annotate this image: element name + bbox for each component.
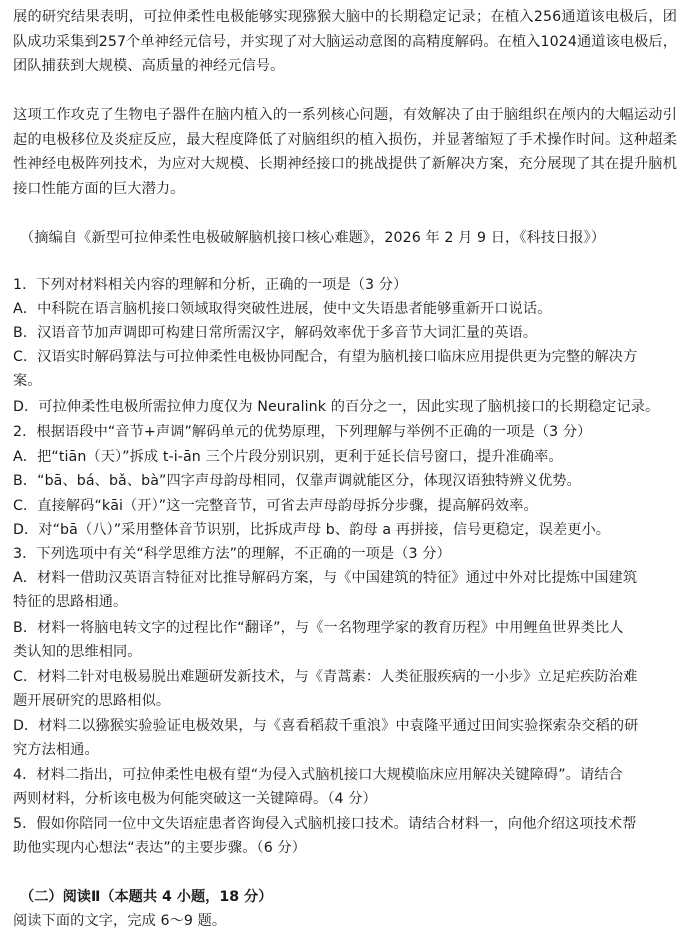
q3-option-b: B．材料一将脑电转文字的过程比作“翻译”，与《一名物理学家的教育历程》中用鲤鱼世界类比人: [13, 620, 624, 636]
q2-option-d: D．对“bā（八）”采用整体音节识别，比拆成声母 b、韵母 a 再拼接，信号更稳定，误差更小。: [13, 522, 611, 538]
q2-stem: 2．根据语段中“音节+声调”解码单元的优势原理，下列理解与举例不正确的一项是（3 分）: [13, 424, 592, 440]
q2-option-c: C．直接解码“kāi（开）”这一完整音节，可省去声母韵母拆分步骤，提高解码效率。: [13, 498, 538, 514]
q3-option-a: A．材料一借助汉英语言特征对比推导解码方案，与《中国建筑的特征》通过中外对比提炼中国建筑: [13, 570, 638, 586]
q2-option-a: A．把“tiān（天）”拆成 t-i-ān 三个片段分别识别，更利于延长信号窗口，提升准确率。: [13, 449, 563, 465]
q3-option-c: C．材料二针对电极易脱出难题研发新技术，与《青蒿素：人类征服疾病的一小步》立足疟疾防治难: [13, 669, 638, 685]
q3-option-d-cont: 究方法相通。: [13, 742, 99, 758]
q3-stem: 3．下列选项中有关“科学思维方法”的理解，不正确的一项是（3 分）: [13, 546, 451, 562]
q2-option-b: B．“bā、bá、bǎ、bà”四字声母韵母相同，仅靠声调就能区分，体现汉语独特辨义优势。: [13, 473, 581, 489]
q1-option-d: D．可拉伸柔性电极所需拉伸力度仅为 Neuralink 的百分之一，因此实现了脑机接口的长期稳定记录。: [13, 399, 660, 415]
q3-option-b-cont: 类认知的思维相同。: [13, 644, 142, 660]
intro-paragraph-1: 展的研究结果表明，可拉伸柔性电极能够实现猕猴大脑中的长期稳定记录；在植入256通道该电极后，团队成功采集到257个单神经元信号，并实现了对大脑运动意图的高精度解码。在植入1024通道该电极后，团队捕获到大规模、高质量的神经元信号。: [13, 9, 677, 75]
q4-stem-cont: 两则材料，分析该电极为何能突破这一关键障碍。（4 分）: [13, 791, 377, 807]
q5-stem: 5．假如你陪同一位中文失语症患者咨询侵入式脑机接口技术。请结合材料一，向他介绍这项技术帮: [13, 816, 637, 832]
source-citation: （摘编自《新型可拉伸柔性电极破解脑机接口核心难题》，2026 年 2 月 9 日，《科技日报》）: [20, 230, 606, 246]
q1-option-a: A．中科院在语言脑机接口领域取得突破性进展，使中文失语患者能够重新开口说话。: [13, 301, 552, 317]
q3-option-c-cont: 题开展研究的思路相似。: [13, 693, 171, 709]
q5-stem-cont: 助他实现内心想法“表达”的主要步骤。（6 分）: [13, 840, 307, 856]
q1-stem: 1．下列对材料相关内容的理解和分析，正确的一项是（3 分）: [13, 277, 408, 293]
q3-option-a-cont: 特征的思路相通。: [13, 594, 128, 610]
q1-option-b: B．汉语音节加声调即可构建日常所需汉字，解码效率优于多音节大词汇量的英语。: [13, 325, 538, 341]
section-2-heading: （二）阅读Ⅱ（本题共 4 小题，18 分）: [20, 889, 273, 905]
q1-option-c-cont: 案。: [13, 373, 42, 389]
q1-option-c: C．汉语实时解码算法与可拉伸柔性电极协同配合，有望为脑机接口临床应用提供更为完整的解决方: [13, 349, 638, 365]
intro-paragraph-2: 这项工作攻克了生物电子器件在脑内植入的一系列核心问题，有效解决了由于脑组织在颅内的大幅运动引起的电极移位及炎症反应，最大程度降低了对脑组织的植入损伤，并显著缩短了手术操作时间。这种超柔性神经电极阵列技术，为应对大规模、长期神经接口的挑战提供了新解决方案，充分展现了其在提升脑机接口性能方面的巨大潜力。: [13, 107, 677, 197]
q3-option-d: D．材料二以猕猴实验验证电极效果，与《喜看稻菽千重浪》中袁隆平通过田间实验探索杂交稻的研: [13, 718, 639, 734]
q4-stem: 4．材料二指出，可拉伸柔性电极有望“为侵入式脑机接口大规模临床应用解决关键障碍”。请结合: [13, 767, 623, 783]
section-2-instruction: 阅读下面的文字，完成 6～9 题。: [13, 913, 227, 929]
